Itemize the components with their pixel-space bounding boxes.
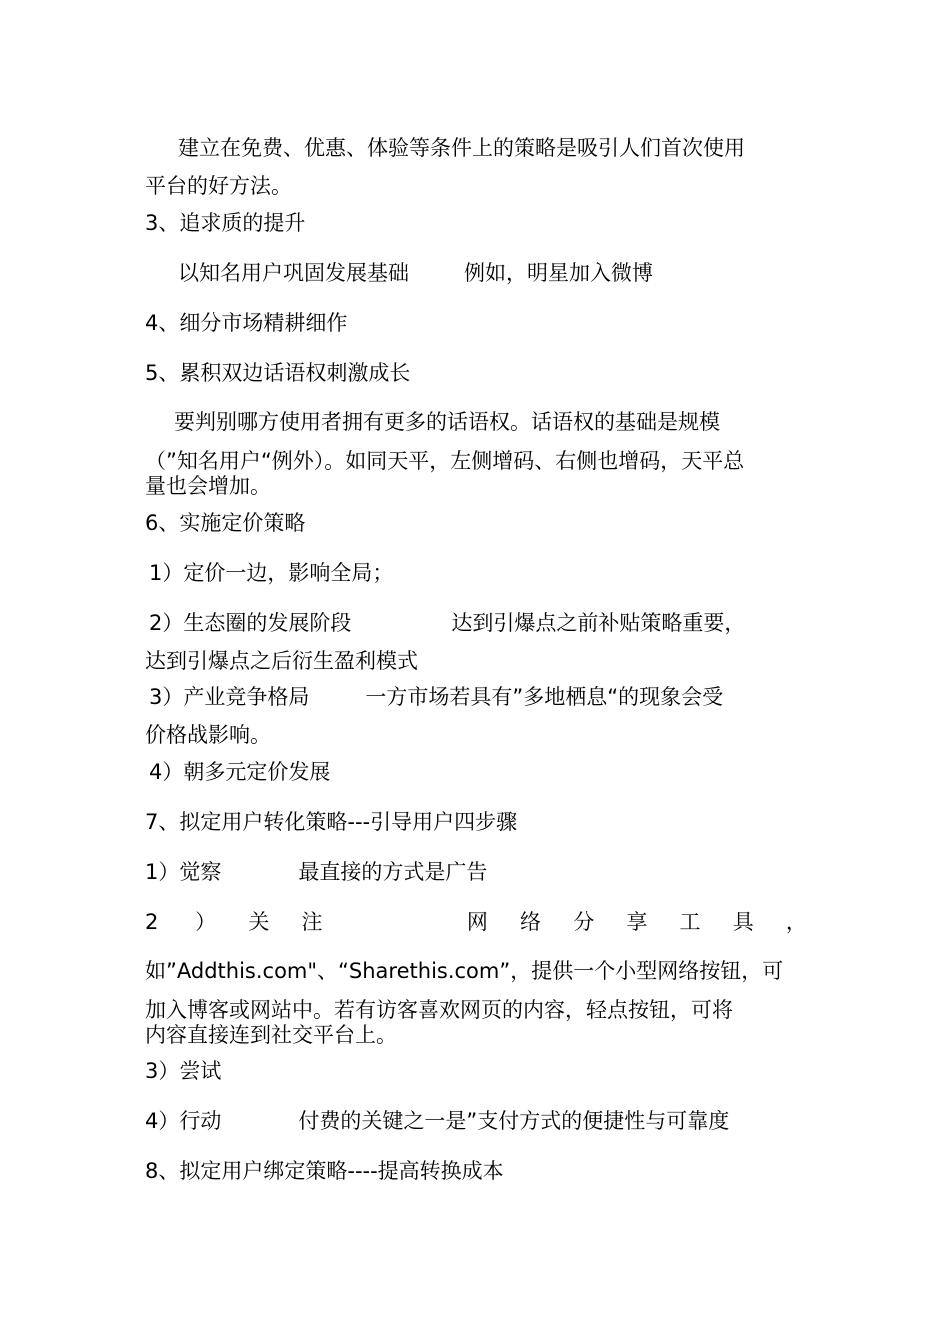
text-segment: 一方市场若具有”多地栖息“的现象会受 (365, 685, 724, 709)
text-segment: 以知名用户巩固发展基础 (178, 261, 409, 285)
section-heading: 6、实施定价策略 (145, 511, 306, 535)
text-segment: 4）行动 (145, 1109, 222, 1133)
text-segment: 注 (301, 910, 323, 934)
list-item (145, 859, 807, 885)
list-item-continuation: 达到引爆点之后衍生盈利模式 (145, 649, 418, 673)
paragraph-line (178, 260, 840, 286)
list-item (145, 1108, 807, 1134)
text-segment: 最直接的方式是广告 (298, 860, 488, 884)
text-segment: 工 (679, 910, 701, 934)
text-segment: ） (195, 910, 217, 934)
list-item-continuation: 加入博客或网站中。若有访客喜欢网页的内容，轻点按钮，可将 (145, 998, 733, 1022)
text-segment: 享 (626, 910, 648, 934)
text-segment: 1）觉察 (145, 860, 222, 884)
section-heading: 4、细分市场精耕细作 (145, 311, 348, 335)
section-heading: 3、追求质的提升 (145, 211, 306, 235)
list-item (149, 610, 811, 636)
paragraph-line: 平台的好方法。 (145, 174, 292, 198)
text-segment: 3）产业竞争格局 (149, 685, 310, 709)
text-segment: 具 (732, 910, 754, 934)
text-segment: 网 (466, 910, 488, 934)
section-heading: 5、累积双边话语权刺激成长 (145, 361, 411, 385)
list-item-justified (145, 909, 807, 935)
list-item: 3）尝试 (145, 1059, 222, 1083)
section-heading: 7、拟定用户转化策略---引导用户四步骤 (145, 810, 518, 834)
text-segment: 关 (248, 910, 270, 934)
list-item-continuation: 如”Addthis.com"、“Sharethis.com”，提供一个小型网络按钮，可 (145, 959, 784, 983)
text-segment: 络 (520, 910, 542, 934)
list-item: 1）定价一边，影响全局； (149, 561, 394, 585)
text-segment: 达到引爆点之前补贴策略重要， (451, 611, 746, 635)
paragraph-line: 建立在免费、优惠、体验等条件上的策略是吸引人们首次使用 (178, 136, 745, 160)
list-item (149, 684, 811, 710)
text-segment: ， (785, 910, 807, 934)
section-heading: 8、拟定用户绑定策略----提高转换成本 (145, 1159, 504, 1183)
text-segment: 2 (145, 910, 159, 934)
text-segment: 付费的关键之一是”支付方式的便捷性与可靠度 (298, 1109, 730, 1133)
list-item-continuation: 价格战影响。 (145, 723, 271, 747)
list-item-continuation: 内容直接连到社交平台上。 (145, 1023, 397, 1047)
paragraph-line: （”知名用户“例外）。如同天平，左侧增码、右侧也增码，天平总 (145, 449, 745, 473)
text-segment: 分 (573, 910, 595, 934)
paragraph-line: 要判别哪方使用者拥有更多的话语权。话语权的基础是规模 (174, 410, 720, 434)
list-item: 4）朝多元定价发展 (149, 760, 331, 784)
text-segment: 例如，明星加入微博 (464, 261, 653, 285)
text-segment: 2）生态圈的发展阶段 (149, 611, 352, 635)
paragraph-line: 量也会增加。 (145, 474, 271, 498)
